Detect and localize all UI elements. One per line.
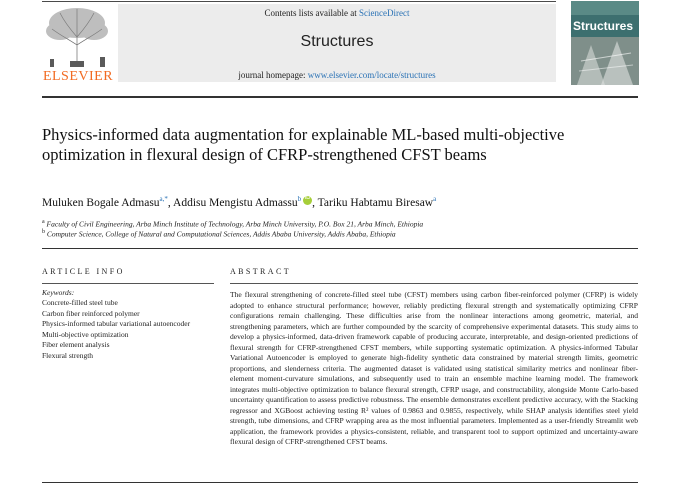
author-list [42,195,642,209]
paper-title: Physics-informed data augmentation for explainable ML-based multi-objective optimization in flexural design of CFRP-strengthened CFST beams [42,125,565,164]
author-name[interactable]: Tariku Habtamu Biresaw [317,196,434,209]
keywords-list [42,298,214,361]
keywords-label: Keywords: [42,288,75,297]
affiliation-text: Computer Science, College of Natural and Computational Sciences, Addis Ababa University, Addis Ababa, Ethiopia [46,229,396,239]
abstract-rule [230,283,638,284]
homepage-line [118,70,556,80]
author-affiliation-mark[interactable]: a,* [159,195,168,203]
journal-title: Structures [300,33,374,50]
abstract-heading: ABSTRACT [230,267,291,276]
article-info-rule [42,283,214,284]
keyword-item: Flexural strength [42,350,94,360]
keyword-item: Multi-objective optimization [42,329,129,339]
affiliation-a [42,219,423,229]
author-separator: , [167,196,174,209]
keyword-item: Physics-informed tabular variational autoencoder [42,319,191,328]
article-info-heading: ARTICLE INFO [42,267,125,276]
author-affiliation-mark[interactable]: b [297,195,302,203]
affiliation-rule [42,248,638,249]
abstract-text: The flexural strengthening of concrete-filled steel tube (CFST) members using carbon fiber-reinforced polymer (CFRP) is widely adopted to enhance structural performance; however, reliably predicting flexural strength and systematically optimizing CFRP configurations remain challenging. These difficulties arise from the nonlinear interactions among geometric, material, and strengthening parameters, which are further compounded by the scarcity of comprehensive experimental datasets. This study aims to develop a physics-informed, data-driven framework capable of producing accurate, interpretable, and design-oriented predictions of flexural strength for CFRP-strengthened CFST members, while supporting systematic optimization. A physics-informed Tabular Variational Autoencoder is employed to generate high-fidelity synthetic data constrained by material strength limits, geometric proportions, and slenderness criteria. The augmented dataset is validated using statistical similarity metrics and nonlinear fiber-element moment-curvature simulations, and subsequently used to train an ensemble machine learning model. The framework integrates multi-objective optimization to balance flexural strength, CFRP usage, and constructability, alongside Monte Carlo-based uncertainty quantification to assess predictive robustness. The ensemble demonstrates excellent predictive accuracy, with the Stacking regressor and XGBoost achieving testing R² values of 0.9863 and 0.9855, respectively, while SHAP analysis identifies steel yield strength, tube dimensions, and CFRP wrapping area as the most influential parameters. Implemented as a user-friendly Streamlit web application, the framework provides a physics-consistent, reliable, and transparent tool to support optimized and uncertainty-aware flexural design of CFRP-strengthened CFST beams. [230,290,638,446]
affiliation-mark: a [42,219,45,225]
sciencedirect-link[interactable]: ScienceDirect [359,8,410,18]
journal-cover-image[interactable] [571,1,639,85]
bottom-rule [42,482,638,483]
orcid-icon[interactable]: iD [303,196,312,205]
contents-prefix: Contents lists available at [264,8,359,18]
keyword-item: Carbon fiber reinforced polymer [42,308,140,318]
publisher-name: ELSEVIER [42,69,114,84]
keyword-item: Concrete-filled steel tube [42,298,118,307]
contents-line [118,8,556,18]
homepage-link[interactable]: www.elsevier.com/locate/structures [307,70,436,80]
header-bottom-rule [42,96,638,98]
affiliation-mark: b [42,229,45,235]
cover-title: Structures [573,19,634,33]
author-affiliation-mark[interactable]: a [433,195,437,203]
homepage-prefix: journal homepage: [238,70,308,80]
affiliation-text: Faculty of Civil Engineering, Arba Minch Institute of Technology, Arba Minch University, P.O. Box 21, Arba Minch, Ethiopia [46,219,424,229]
author-separator: , [312,196,318,209]
header-top-rule [42,1,556,2]
author-name[interactable]: Muluken Bogale Admasu [42,196,160,209]
keyword-item: Fiber element analysis [42,340,110,349]
affiliation-b [42,229,396,239]
author-name[interactable]: Addisu Mengistu Admassu [173,196,298,209]
